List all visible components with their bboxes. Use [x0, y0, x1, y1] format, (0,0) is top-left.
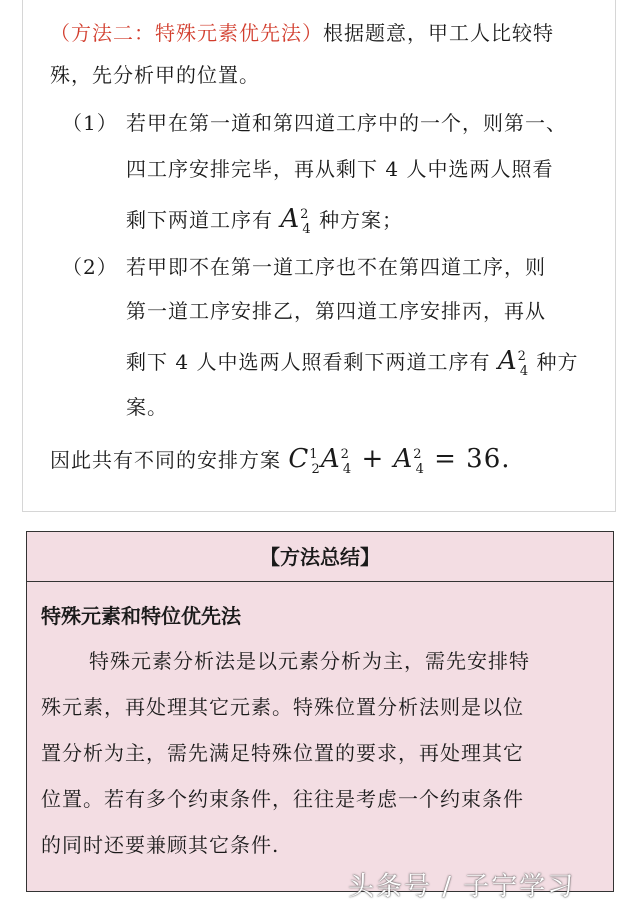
- summary-line-4: 位置。若有多个约束条件，往往是考虑一个约束条件: [41, 787, 524, 811]
- case2-number: （2）: [62, 255, 118, 279]
- method-tag: （方法二：特殊元素优先法）: [50, 21, 323, 45]
- summary-line-3: 置分析为主，需先满足特殊位置的要求，再处理其它: [41, 741, 524, 765]
- watermark: 头条号 / 子宁学习: [348, 872, 576, 902]
- summary-header: 【方法总结】: [27, 532, 613, 582]
- method-intro-line-2: 殊，先分析甲的位置。: [50, 63, 260, 87]
- case2-line-1: 若甲即不在第一道工序也不在第四道工序，则: [126, 255, 546, 279]
- case2-line-4: 案。: [126, 395, 168, 419]
- case1-number: （1）: [62, 111, 118, 135]
- summary-title: 特殊元素和特位优先法: [41, 604, 241, 628]
- combination-formula: $C^1_2A^2_4 + A^2_4 = 36$.: [288, 444, 511, 477]
- case1-line-1: 若甲在第一道和第四道工序中的一个，则第一、: [126, 111, 567, 135]
- method-intro-text: 根据题意，甲工人比较特: [323, 21, 554, 45]
- method-intro-line-1: [50, 20, 554, 46]
- permutation-A42: $A^2_4$: [280, 204, 312, 237]
- case1-line-3: 剩下两道工序有 $A^2_4$ 种方案；: [126, 204, 404, 237]
- summary-line-1: 特殊元素分析法是以元素分析为主，需先安排特: [89, 649, 530, 673]
- case1-line-2: 四工序安排完毕，再从剩下 4 人中选两人照看: [126, 157, 554, 181]
- case2-line-3: 剩下 4 人中选两人照看剩下两道工序有 $A^2_4$ 种方: [126, 346, 579, 379]
- summary-line-2: 殊元素，再处理其它元素。特殊位置分析法则是以位: [41, 695, 524, 719]
- conclusion-line: 因此共有不同的安排方案 $C^1_2A^2_4 + A^2_4 = 36$.: [50, 444, 511, 477]
- summary-line-5: 的同时还要兼顾其它条件.: [41, 833, 280, 857]
- case2-line-2: 第一道工序安排乙，第四道工序安排丙，再从: [126, 299, 546, 323]
- permutation-A42: $A^2_4$: [497, 346, 530, 379]
- method-summary-box: [26, 531, 614, 892]
